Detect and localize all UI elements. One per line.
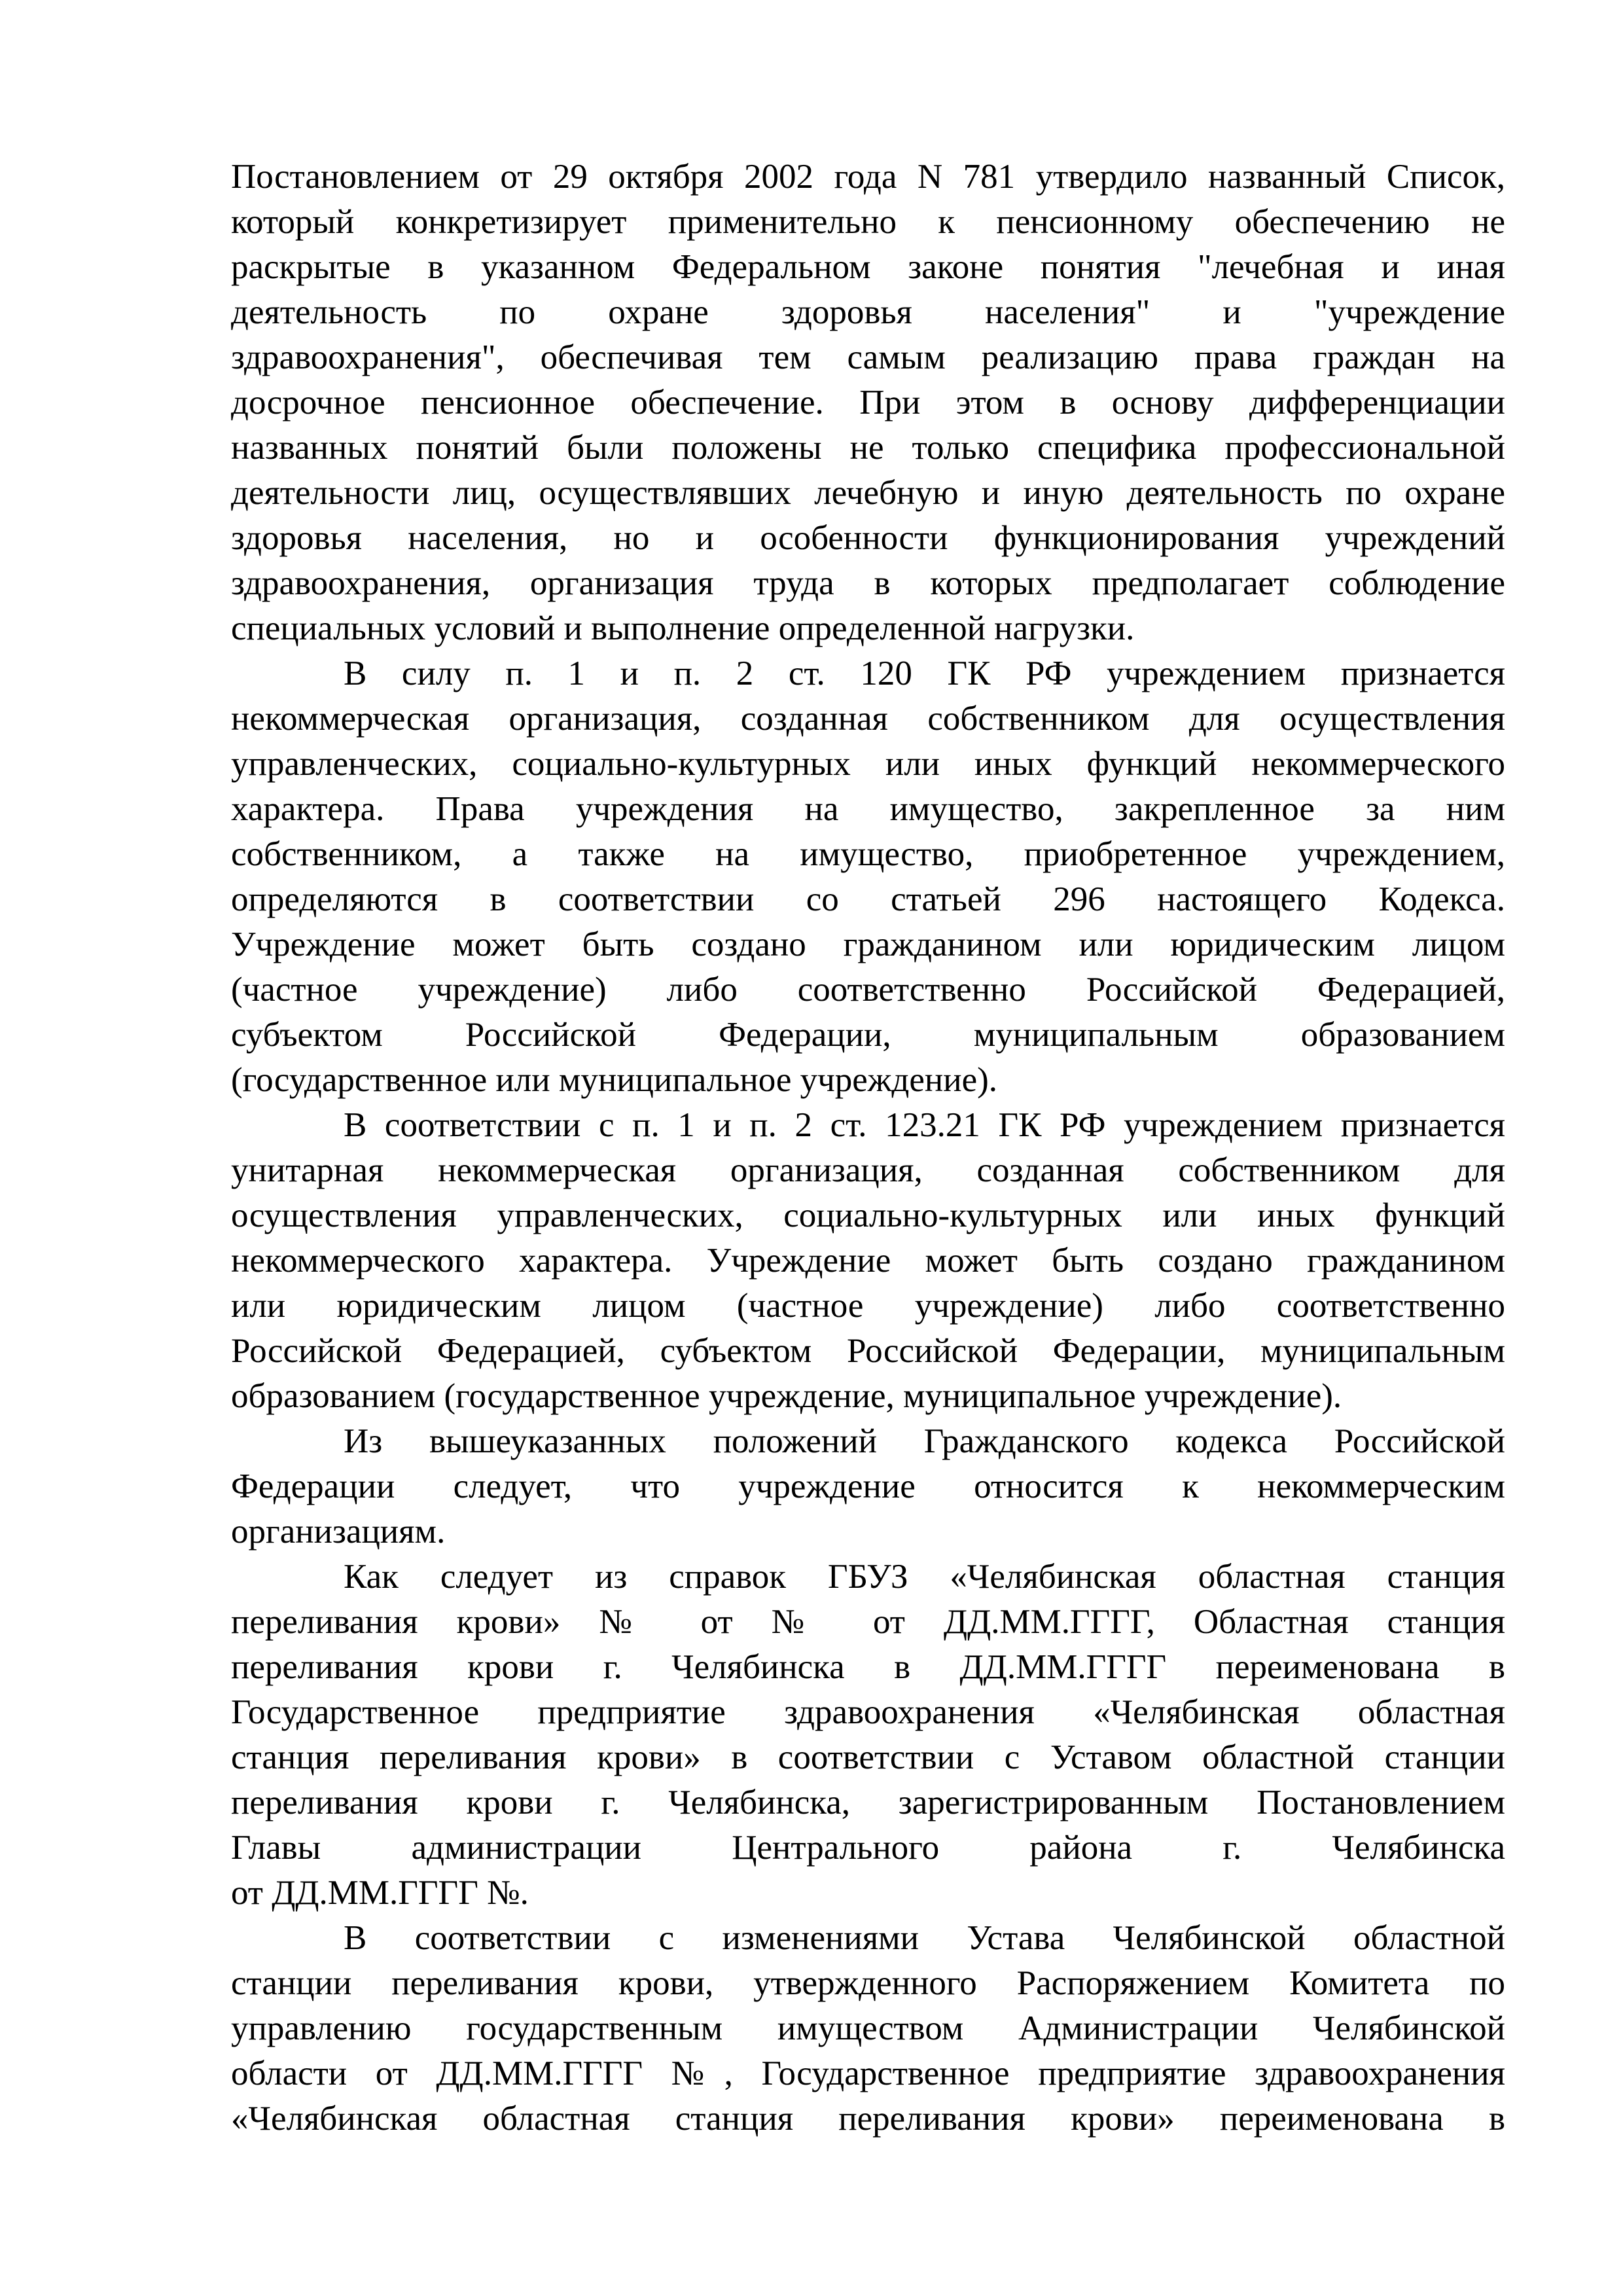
text-line: или юридическим лицом (частное учреждение) либо соответственно [231, 1287, 1505, 1325]
text-line: здравоохранения, организация труда в которых предполагает соблюдение [231, 564, 1505, 602]
text-line: станции переливания крови, утвержденного Распоряжением Комитета по [231, 1964, 1505, 2002]
text-line: области от ДД.ММ.ГГГГ №, Государственное предприятие здравоохранения [231, 2054, 1505, 2092]
text-line: определяются в соответствии со статьей 296 настоящего Кодекса. [231, 880, 1505, 918]
text-line: специальных условий и выполнение определенной нагрузки. [231, 609, 1135, 647]
text-line: Главы администрации Центрального района г. Челябинска [231, 1829, 1505, 1867]
text-line: В силу п. 1 и п. 2 ст. 120 ГК РФ учреждением признается [344, 655, 1505, 692]
text-line: Постановлением от 29 октября 2002 года N 781 утвердило названный Список, [231, 158, 1505, 196]
text-line: управлению государственным имуществом Администрации Челябинской [231, 2009, 1505, 2047]
paragraph [231, 1916, 1505, 2142]
text-line: осуществления управленческих, социально-культурных или иных функций [231, 1196, 1505, 1234]
text-line: Российской Федерацией, субъектом Российской Федерации, муниципальным [231, 1332, 1505, 1370]
text-line: от ДД.ММ.ГГГГ №. [231, 1874, 529, 1912]
text-line: Как следует из справок ГБУЗ «Челябинская областная станция [344, 1558, 1505, 1596]
paragraph [231, 1419, 1505, 1554]
paragraph [231, 651, 1505, 1103]
text-line: Государственное предприятие здравоохранения «Челябинская областная [231, 1693, 1505, 1731]
text-line: станция переливания крови» в соответствии с Уставом областной станции [231, 1738, 1505, 1776]
text-line: (частное учреждение) либо соответственно Российской Федерацией, [231, 971, 1505, 1009]
document-content [231, 154, 1505, 2142]
text-line: характера. Права учреждения на имущество, закрепленное за ним [231, 790, 1505, 828]
paragraph [231, 1103, 1505, 1419]
text-line: собственником, а также на имущество, приобретенное учреждением, [231, 835, 1505, 873]
text-line: организациям. [231, 1513, 446, 1551]
text-line: образованием (государственное учреждение, муниципальное учреждение). [231, 1377, 1342, 1415]
text-line: некоммерческая организация, созданная собственником для осуществления [231, 700, 1505, 738]
text-line: переливания крови г. Челябинска в ДД.ММ.ГГГГ переименована в [231, 1648, 1505, 1686]
text-line: досрочное пенсионное обеспечение. При этом в основу дифференциации [231, 384, 1505, 422]
text-line: субъектом Российской Федерации, муниципальным образованием [231, 1016, 1505, 1054]
text-line: здоровья населения, но и особенности функционирования учреждений [231, 519, 1505, 557]
text-line: названных понятий были положены не только специфика профессиональной [231, 429, 1505, 467]
paragraph [231, 1554, 1505, 1916]
text-line: (государственное или муниципальное учреждение). [231, 1061, 998, 1099]
text-line: раскрытые в указанном Федеральном законе понятия "лечебная и иная [231, 248, 1505, 286]
text-line: здравоохранения", обеспечивая тем самым реализацию права граждан на [231, 338, 1505, 376]
text-line: Учреждение может быть создано гражданином или юридическим лицом [231, 925, 1505, 963]
text-line: переливания крови» № от № от ДД.ММ.ГГГГ, Областная станция [231, 1603, 1505, 1641]
text-line: управленческих, социально-культурных или иных функций некоммерческого [231, 745, 1505, 783]
text-line: Федерации следует, что учреждение относится к некоммерческим [231, 1467, 1505, 1505]
text-line: некоммерческого характера. Учреждение может быть создано гражданином [231, 1242, 1505, 1280]
text-line: «Челябинская областная станция переливания крови» переименована в [231, 2100, 1505, 2138]
text-line: деятельность по охране здоровья населения" и "учреждение [231, 293, 1505, 331]
text-line: Из вышеуказанных положений Гражданского кодекса Российской [344, 1422, 1505, 1460]
paragraph [231, 154, 1505, 651]
text-line: унитарная некоммерческая организация, созданная собственником для [231, 1151, 1505, 1189]
text-line: переливания крови г. Челябинска, зарегистрированным Постановлением [231, 1784, 1505, 1821]
text-line: деятельности лиц, осуществлявших лечебную и иную деятельность по охране [231, 474, 1505, 512]
text-line: который конкретизирует применительно к пенсионному обеспечению не [231, 203, 1505, 241]
text-line: В соответствии с п. 1 и п. 2 ст. 123.21 ГК РФ учреждением признается [344, 1106, 1505, 1144]
text-line: В соответствии с изменениями Устава Челябинской областной [344, 1919, 1505, 1957]
